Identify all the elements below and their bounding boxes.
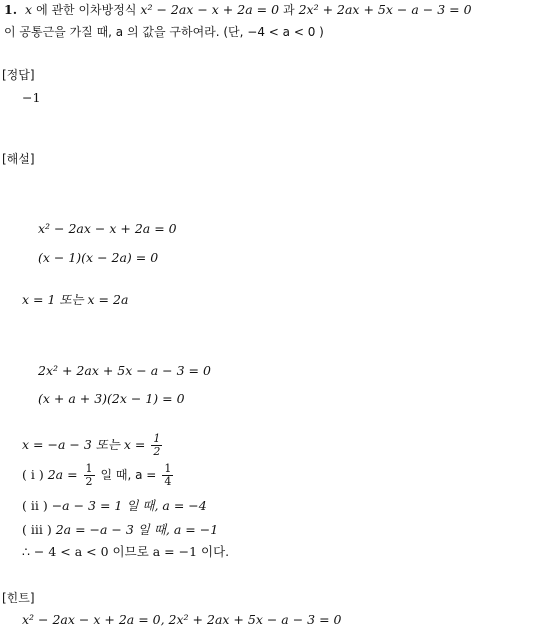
conclusion: ∴ − 4 < a < 0 이므로 a = −1 이다.	[22, 544, 230, 559]
problem-line-1	[4, 2, 472, 18]
solution-step-4: 2x² + 2ax + 5x − a − 3 = 0	[38, 363, 211, 378]
answer-header: [정답]	[2, 68, 35, 82]
equation-1: x² − 2ax − x + 2a = 0	[140, 2, 280, 17]
case-2	[22, 498, 207, 514]
solution-step-2: (x − 1)(x − 2a) = 0	[38, 250, 159, 265]
solution-header: [해설]	[2, 152, 35, 166]
case-3-label: ( iii )	[22, 522, 52, 537]
fraction-numerator: 1	[153, 432, 161, 445]
case-1	[22, 462, 175, 488]
case-1-fraction	[84, 463, 95, 488]
case-1-result: 일 때, a =	[100, 468, 157, 482]
case-1-fraction-2	[162, 463, 173, 488]
case-2-label: ( ii )	[22, 498, 48, 513]
case-3-text: 2a = −a − 3 일 때, a = −1	[55, 522, 219, 537]
solution-step-6	[22, 432, 164, 458]
case-1-label: ( i )	[22, 467, 44, 482]
problem-line-2: 이 공통근을 가질 때, a 의 값을 구하여라. (단, −4 < a < 0 )	[4, 25, 324, 39]
fraction-denominator: 2	[153, 445, 161, 458]
solution-step-1: x² − 2ax − x + 2a = 0	[38, 221, 177, 236]
solution-step-3: x = 1 또는 x = 2a	[22, 292, 129, 307]
solution-step-5: (x + a + 3)(2x − 1) = 0	[38, 391, 185, 406]
problem-text: 에 관한 이차방정식	[36, 3, 137, 17]
case-1-eq: 2a =	[47, 467, 78, 482]
fraction-numerator: 1	[164, 462, 172, 475]
hint-text: x² − 2ax − x + 2a = 0, 2x² + 2ax + 5x − a − 3 = 0	[22, 612, 342, 627]
fraction-denominator: 2	[85, 475, 93, 488]
solution-step-6-text: x = −a − 3 또는 x =	[22, 437, 146, 452]
fraction-numerator: 1	[85, 462, 93, 475]
problem-number: 1.	[4, 2, 18, 17]
equation-2: 2x² + 2ax + 5x − a − 3 = 0	[298, 2, 472, 17]
answer-value: −1	[22, 90, 41, 105]
fraction-denominator: 4	[164, 475, 172, 488]
problem-variable: x	[25, 2, 33, 17]
fraction-half	[151, 433, 162, 458]
hint-header: [힌트]	[2, 591, 35, 605]
case-3	[22, 522, 218, 538]
case-2-text: −a − 3 = 1 일 때, a = −4	[51, 498, 207, 513]
problem-conjunction: 과	[283, 3, 295, 17]
